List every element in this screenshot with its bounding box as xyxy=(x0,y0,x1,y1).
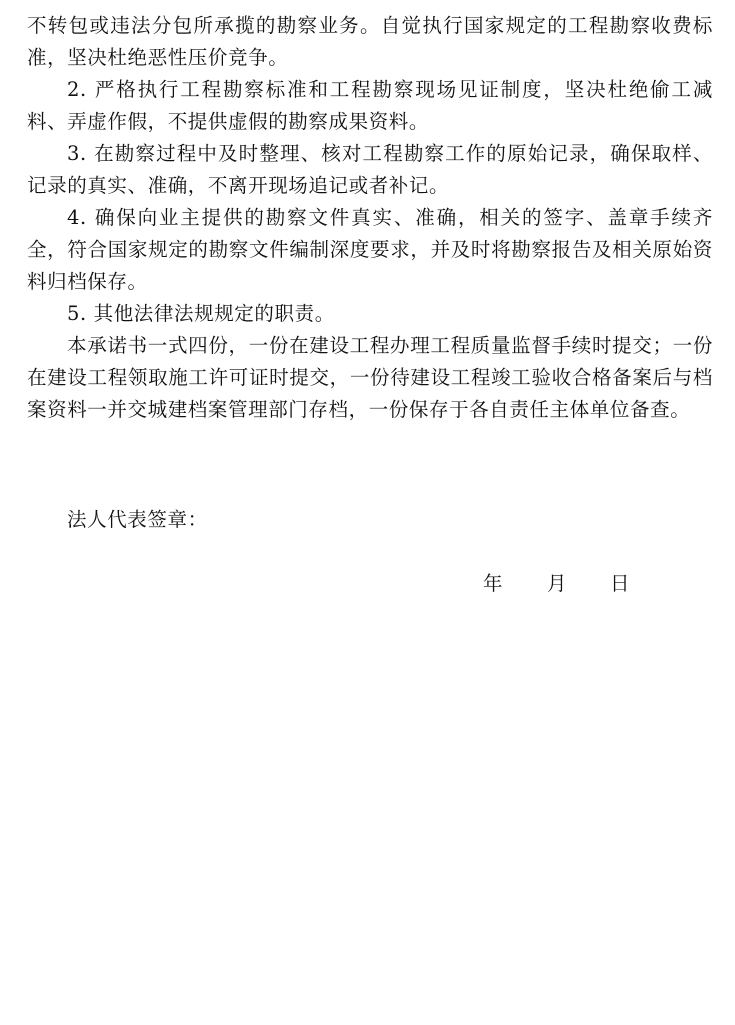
date-line xyxy=(0,568,735,600)
paragraph-item-2: 2. 严格执行工程勘察标准和工程勘察现场见证制度，坚决杜绝偷工减料、弄虚作假，不提供虚假的勘察成果资料。 xyxy=(27,78,713,133)
paragraph-1-continued: 不转包或违法分包所承揽的勘察业务。自觉执行国家规定的工程勘察收费标准，坚决杜绝恶性压价竞争。 xyxy=(27,14,713,69)
signature-label: 法人代表签章： xyxy=(67,508,208,531)
date-year-label: 年 xyxy=(483,572,503,595)
paragraph-item-4: 4. 确保向业主提供的勘察文件真实、准确，相关的签字、盖章手续齐全，符合国家规定的勘察文件编制深度要求，并及时将勘察报告及相关原始资料归档保存。 xyxy=(27,206,713,293)
date-day-label: 日 xyxy=(610,572,630,595)
date-month-label: 月 xyxy=(547,572,567,595)
paragraph-item-3: 3. 在勘察过程中及时整理、核对工程勘察工作的原始记录，确保取样、记录的真实、准确，不离开现场追记或者补记。 xyxy=(27,142,713,197)
paragraph-copies-statement: 本承诺书一式四份，一份在建设工程办理工程质量监督手续时提交；一份在建设工程领取施工许可证时提交，一份待建设工程竣工验收合格备案后与档案资料一并交城建档案管理部门存档，一份保存于各自责任主体单位备查。 xyxy=(27,334,713,421)
paragraph-item-5: 5. 其他法律法规规定的职责。 xyxy=(67,302,335,325)
commitment-body xyxy=(27,10,713,426)
